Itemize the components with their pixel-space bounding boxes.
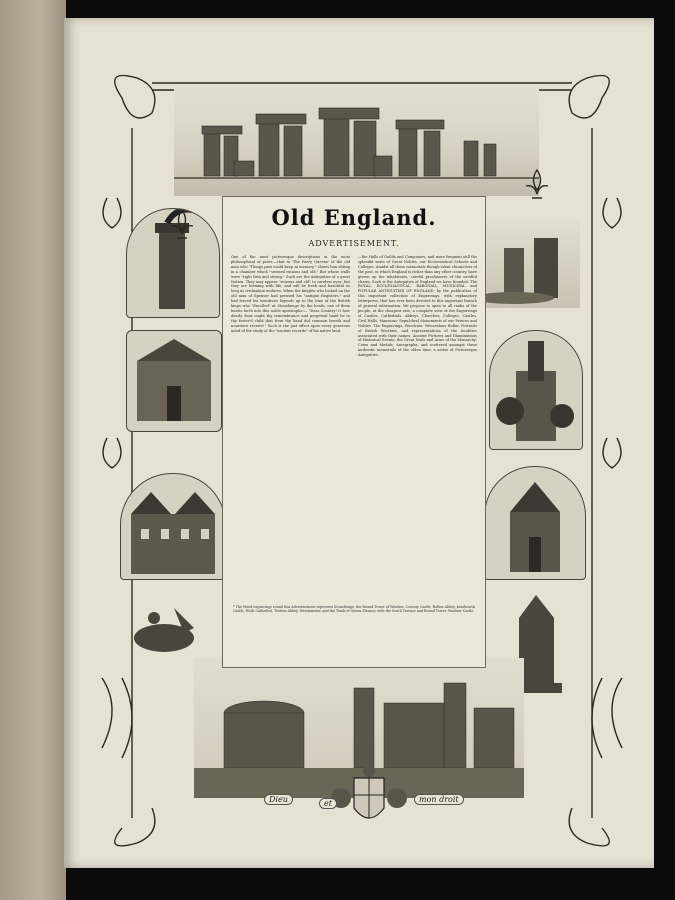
royal-arms-icon (329, 763, 409, 843)
text-columns (231, 255, 477, 595)
text-column-left: One of the most picturesque descriptions in the most philosophical of poets,—that in 'The Faery Queene' of the old man who "Things past could keep in memory," shows him sitting in a chamber which "seemed ruinous and old." But whose walls were "right firm and strong." Such are the Antiquities of a great Nation. They may appear "ruinous and old" to careless eyes; but they are teeming with life, and will be fresh and beautiful as long as civilization endures. When the knights who looked on the old man of Spenser had perused his "antique Registers," and had traced his wondrous legends up to the time of the British kings who "Enrolled" at Stonehenge by the heath, one of them bursts forth into this noble apostrophe:— "Dear Country! O how dearly dear ought thy remembrance and perpetual band be to thy foster'd child that from thy hand did common breath and nouriture receive!" Such is the just effect upon every generous mind of the study of the "ancient records" of his native land. (231, 255, 350, 333)
fleur-de-lis-icon (169, 208, 195, 248)
motto-left: Dieu (264, 794, 293, 805)
advertisement-text-panel (222, 196, 486, 668)
motto-right: mon droit (414, 794, 464, 805)
book-cover-edge (0, 0, 66, 900)
text-column-right: —the Halls of Guilds and Companies; and more frequent still the splendid seats of Great Nobles, our Ecclesiastical Schools and Colleges. Amidst all those memorials though silent chroniclers of the past, in which England is richer than any other country, have grown up the inhabitants, careful proclaimers of the needful charm. Such is the Antiquities of England we have founded. The ROYAL, ECCLESIASTICAL, BARONIAL, MUNICIPAL and POPULAR ANTIQUITIES OF ENGLAND, by the publication of this important collection of Engravings, with explanatory letterpress, that has ever been devoted to this important branch of general information. We propose to open to all ranks of the people, at the cheapest rate, a complete view of the Engravings of Castles, Cathedrals, Abbeys, Churches, Colleges, Castles, Civil Halls, Mansions; Sepulchral Monuments of our Princes and Nobles. The Engravings, Woodcuts, Wenceslaus Hollar, Portraits of British Worthies, and representations of the localities associated with their names. Ancient Pictures and Illuminations of Historical Events; the Great Seals and Arms of the Monarchy; Coins and Medals; Autographs; and scattered amongst these authentic memorials of the olden time, a series of Picturesque Antiquities. (358, 255, 477, 358)
page-title: Old England. (271, 205, 437, 230)
cathedral-engraving (489, 330, 583, 450)
abbey-engraving (126, 330, 222, 432)
advertisement-heading: ADVERTISEMENT. (308, 239, 400, 248)
tudor-mansion-engraving (120, 473, 226, 580)
motto-middle: et (319, 798, 337, 809)
book-page (64, 18, 654, 868)
footnote: * The Wood-engravings round this Advertisement represent Stonehenge, the Round Tower of Windsor, Conway Castle, Bolton Abbey, Kenilworth Castle, Wells Cathedral, Tintern Abbey, Westminster, and the Tomb of Queen Eleanor, with the South Terrace and Round Tower, Windsor Castle. (233, 605, 475, 614)
church-engraving (484, 466, 586, 580)
fleur-de-lis-icon (524, 168, 550, 208)
stonehenge-engraving (174, 86, 539, 196)
castle-ruin-engraving (484, 218, 580, 308)
